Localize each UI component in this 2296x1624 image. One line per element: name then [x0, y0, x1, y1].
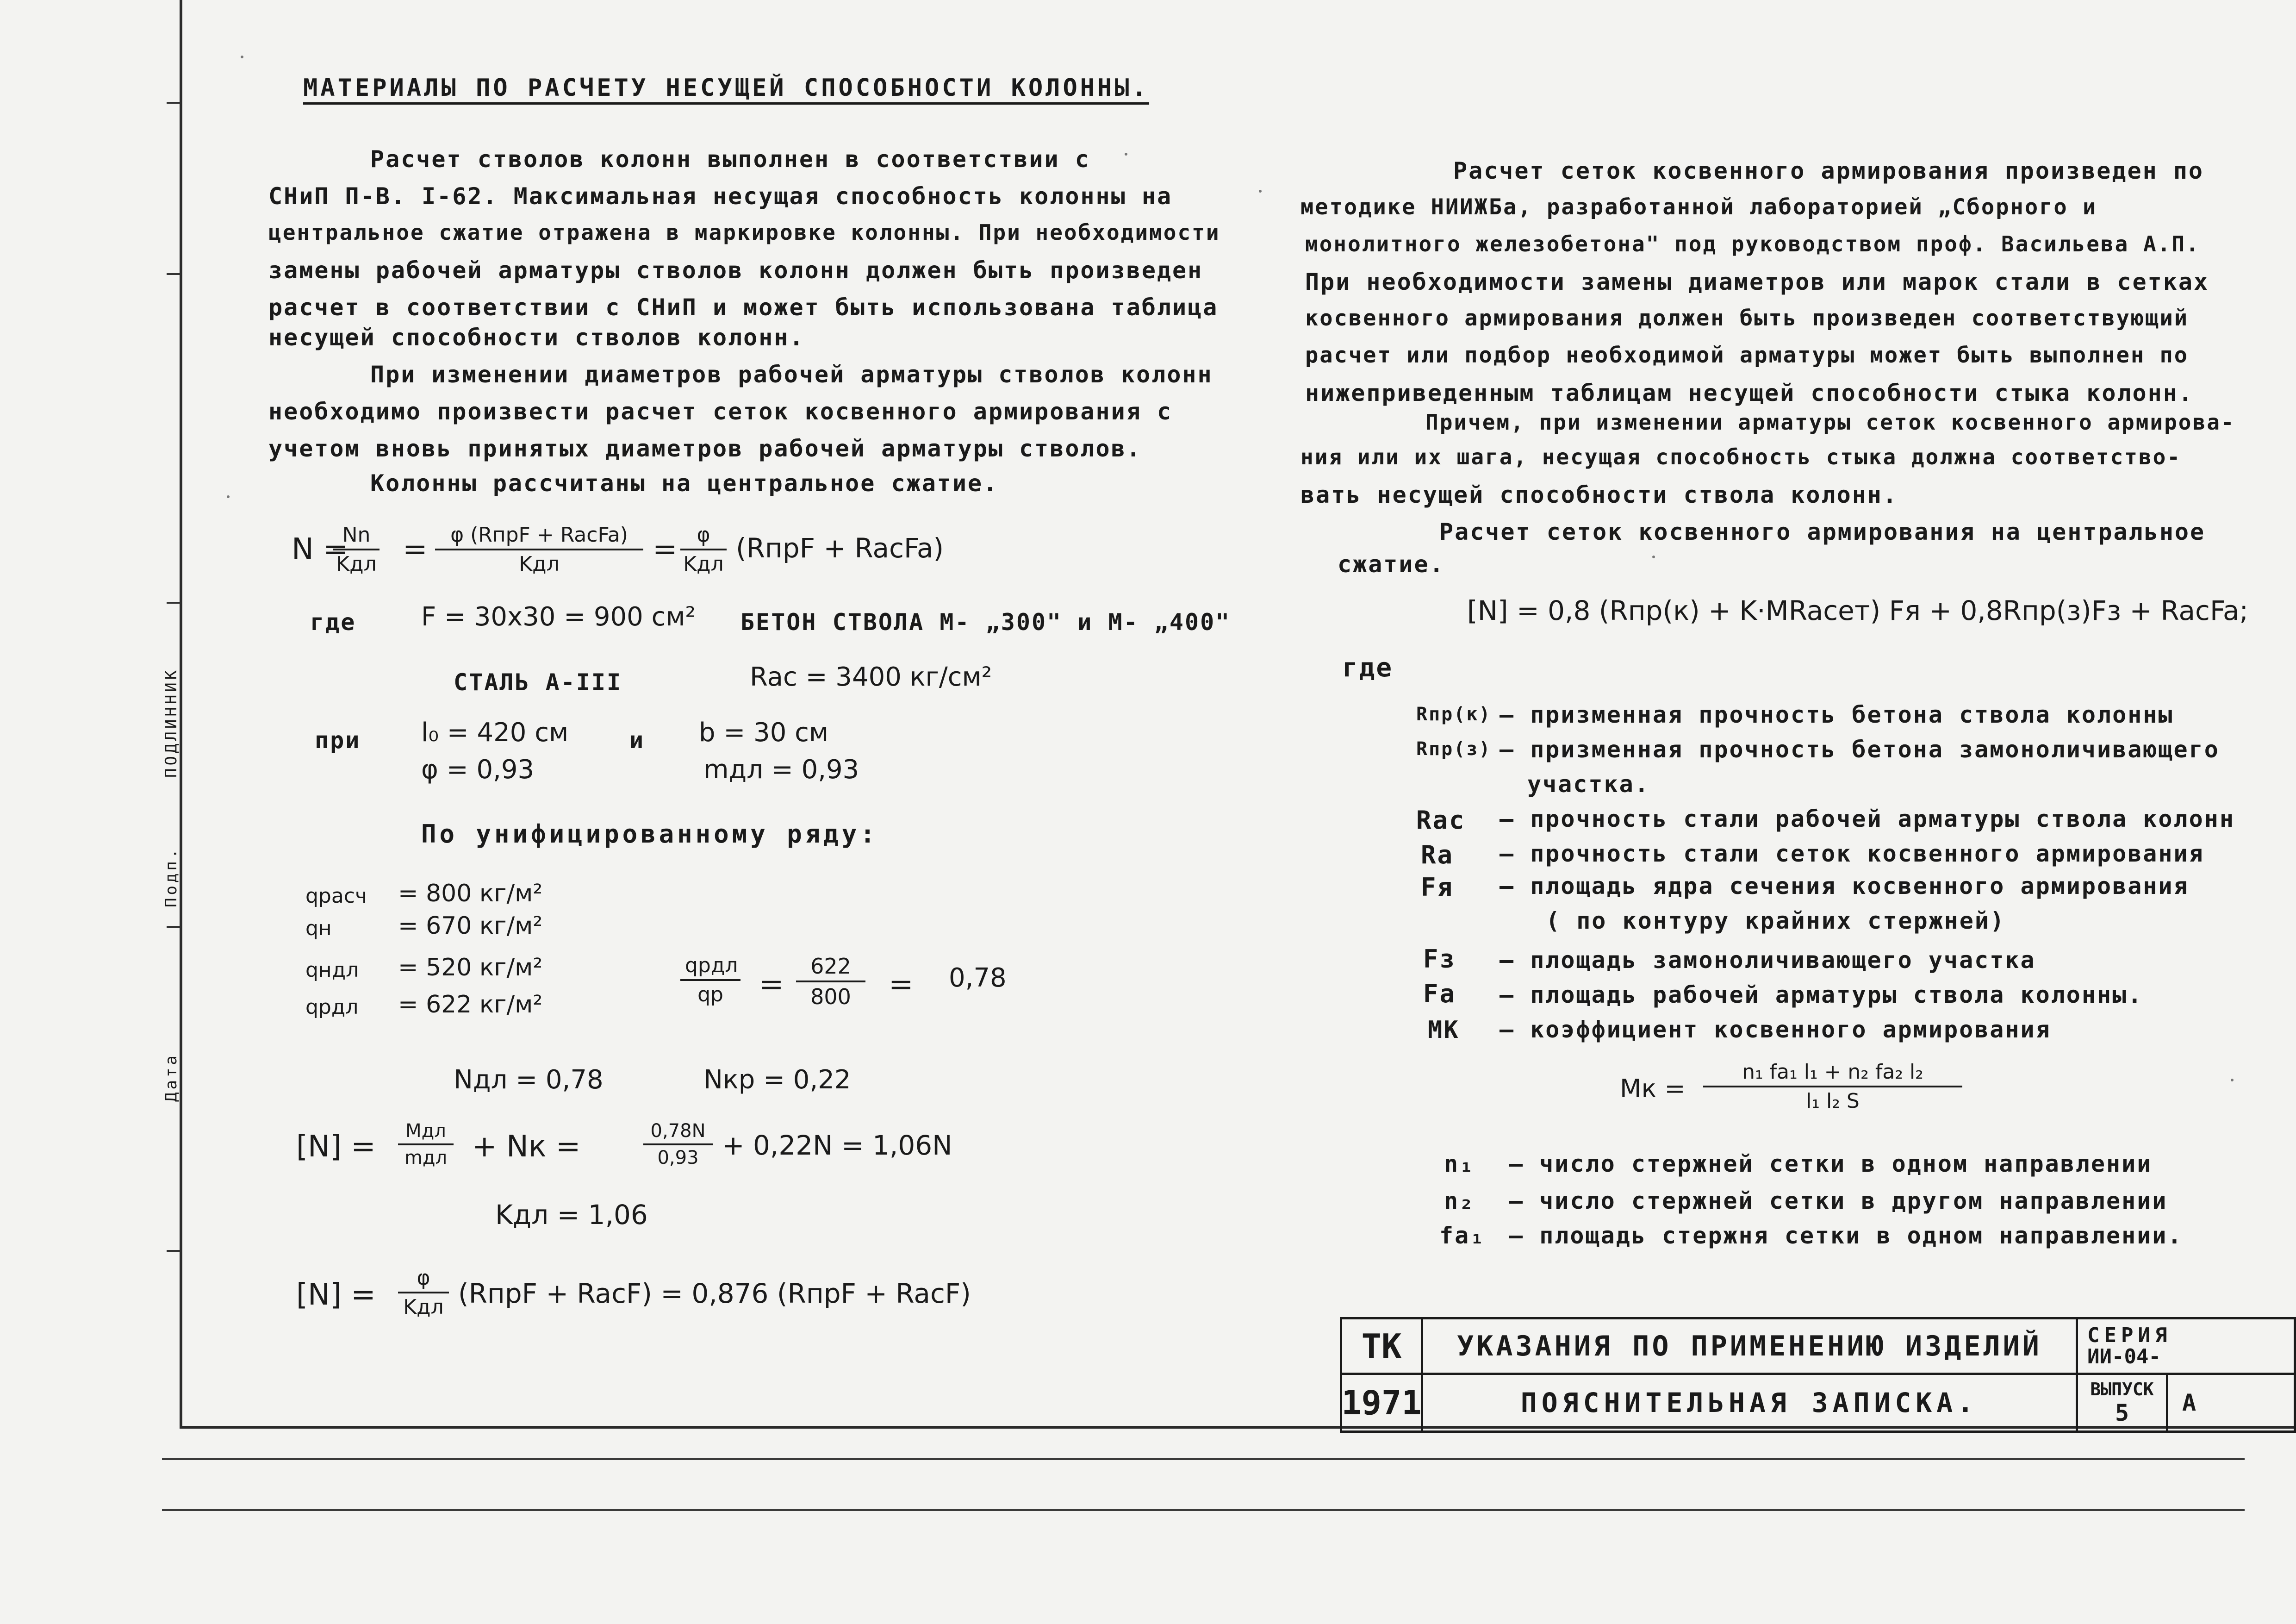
def-symbol: Ra — [1421, 840, 1454, 869]
def-symbol: n₁ — [1444, 1150, 1475, 1177]
text-line: При изменении диаметров рабочей арматуры стволов колонн — [370, 361, 1213, 388]
section-title: МАТЕРИАЛЫ ПО РАСЧЕТУ НЕСУЩЕЙ СПОСОБНОСТИ КОЛОННЫ. — [303, 74, 1150, 102]
text-line: ния или их шага, несущая способность стыка должна соответство- — [1300, 444, 2182, 469]
scan-speck — [1652, 556, 1655, 558]
stamp-issue-label: ВЫПУСК — [2090, 1379, 2154, 1399]
lower-rule-2 — [162, 1509, 2245, 1511]
stamp-title-cell: УКАЗАНИЯ ПО ПРИМЕНЕНИЮ ИЗДЕЛИЙ — [1421, 1317, 2078, 1375]
margin-original-label: ПОДЛИННИК — [162, 667, 180, 778]
def-text: – прочность стали сеток косвенного армирования — [1500, 840, 2204, 867]
load-symbol: qндл — [305, 958, 359, 982]
lower-rule-1 — [162, 1458, 2245, 1460]
text-line: косвенного армирования должен быть произведен соответствующий — [1305, 306, 2189, 331]
def-text: участка. — [1527, 771, 1650, 798]
text-line: центральное сжатие отражена в маркировке колонны. При необходимости — [268, 220, 1220, 245]
text-line: Колонны рассчитаны на центральное сжатие. — [370, 470, 999, 497]
text-line: сжатие. — [1338, 551, 1445, 578]
stamp-series-cell — [2076, 1317, 2296, 1375]
formula-eq: = — [403, 532, 428, 567]
where-label: где — [1342, 653, 1394, 683]
formula-tail: (RпрF + RacFa) — [736, 532, 944, 564]
def-symbol: Fя — [1421, 873, 1454, 902]
text-line: методике НИИЖБа, разработанной лабораторией „Сборного и — [1300, 194, 2097, 220]
stamp-subtitle-cell: ПОЯСНИТЕЛЬНАЯ ЗАПИСКА. — [1421, 1373, 2078, 1433]
fraction: $\frac{622}{800}$ — [796, 954, 865, 1009]
scan-speck — [227, 495, 230, 498]
stamp-series-label: СЕРИЯ — [2087, 1323, 2172, 1347]
formula-eq: = — [889, 968, 914, 1002]
load-value: = 622 кг/м² — [398, 991, 543, 1018]
l0-value: l₀ = 420 см — [421, 718, 569, 748]
margin-tick — [167, 1250, 180, 1252]
steel-class: СТАЛЬ А-III — [454, 669, 622, 696]
text-line: учетом вновь принятых диаметров рабочей арматуры стволов. — [268, 435, 1142, 462]
text-line: Причем, при изменении арматуры сеток косвенного армирова- — [1425, 410, 2235, 435]
text-line: необходимо произвести расчет сеток косвенного армирования с — [268, 398, 1173, 425]
text-line: При необходимости замены диаметров или марок стали в сетках — [1305, 269, 2209, 295]
margin-tick — [167, 926, 180, 928]
text-line: несущей способности стволов колонн. — [268, 324, 805, 351]
fraction: $\frac{0,78N}{0,93}$ — [643, 1120, 713, 1168]
text-line: вать несущей способности ствола колонн. — [1300, 481, 1898, 508]
text-line: монолитного железобетона" под руководством проф. Васильева А.П. — [1305, 231, 2200, 256]
text-line: Расчет сеток косвенного армирования произведен по — [1453, 157, 2204, 184]
b-value: b = 30 см — [699, 718, 829, 748]
scan-speck — [2231, 1079, 2234, 1081]
formula-tail: (RпрF + RacF) = 0,876 (RпрF + RacF) — [458, 1278, 971, 1309]
phi-value: φ = 0,93 — [421, 755, 535, 785]
def-symbol: Fз — [1423, 944, 1456, 974]
def-text: – площадь замоноличивающего участка — [1500, 947, 2036, 974]
fraction: φ (RпрF + RacFa) Kдл — [435, 523, 643, 576]
text-line: замены рабочей арматуры стволов колонн должен быть произведен — [268, 257, 1203, 284]
kdl-value: Kдл = 1,06 — [495, 1199, 648, 1230]
def-text: – число стержней сетки в одном направлении — [1509, 1150, 2153, 1177]
def-symbol: Rпр(з) — [1416, 738, 1492, 760]
margin-date-label: Дата — [162, 1053, 180, 1102]
nkr-value: Nкр = 0,22 — [703, 1065, 851, 1095]
stamp-issue-cell — [2076, 1373, 2168, 1433]
fraction: Mдл mдл — [398, 1120, 454, 1168]
ndl-value: Nдл = 0,78 — [454, 1065, 604, 1095]
at-label: при — [315, 727, 361, 754]
load-symbol: qрасч — [305, 884, 367, 908]
margin-sign-label: Подп. — [162, 846, 180, 907]
def-symbol: Fa — [1423, 979, 1456, 1008]
text-line: Расчет сеток косвенного армирования на центральное — [1439, 518, 2206, 545]
def-symbol: fa₁ — [1439, 1222, 1486, 1249]
margin-tick — [167, 102, 180, 104]
def-text: – площадь стержня сетки в одном направлении. — [1509, 1222, 2183, 1249]
formula-lhs: [N] = — [296, 1130, 376, 1164]
def-symbol: MK — [1428, 1016, 1460, 1044]
load-symbol: qрдл — [305, 995, 359, 1019]
fraction: Nn Kдл — [333, 523, 380, 576]
scan-speck — [1259, 190, 1262, 193]
load-value: = 800 кг/м² — [398, 880, 543, 907]
text-line: расчет в соответствии с СНиП и может быть использована таблица — [268, 294, 1219, 321]
text-line: нижеприведенным таблицам несущей способности стыка колонн. — [1305, 380, 2194, 406]
def-text: – коэффициент косвенного армирования — [1500, 1016, 2051, 1043]
stamp-issue-value: 5 — [2115, 1399, 2129, 1426]
fraction: φ Kдл — [680, 523, 727, 576]
load-value: = 670 кг/м² — [398, 912, 543, 940]
ratio-result: 0,78 — [949, 963, 1007, 993]
stamp-sheet-cell: А — [2166, 1373, 2296, 1433]
mk-lhs: Mк = — [1620, 1074, 1686, 1103]
concrete-grade: БЕТОН СТВОЛА М- „300" и М- „400" — [740, 609, 1231, 636]
formula-lhs: [N] = — [296, 1278, 376, 1312]
margin-tick — [167, 602, 180, 604]
area-value: F = 30x30 = 900 см² — [421, 602, 696, 632]
text-line: Расчет стволов колонн выполнен в соответствии с — [370, 146, 1090, 173]
stamp-tk-cell: ТК — [1340, 1317, 1423, 1375]
def-text: – призменная прочность бетона замоноличивающего — [1500, 736, 2220, 763]
scan-speck — [1125, 153, 1127, 156]
mk-fraction: $\frac{\text{n₁ fa₁ l₁ + n₂ fa₂ l₂}}{\text{l₁ l₂ S}}$ — [1703, 1060, 1962, 1113]
def-symbol: n₂ — [1444, 1187, 1475, 1214]
def-text: – призменная прочность бетона ствола колонны — [1500, 701, 2174, 728]
text-line: расчет или подбор необходимой арматуры может быть выполнен по — [1305, 343, 2189, 368]
title-block — [1340, 1317, 2296, 1433]
text-line: СНиП П-В. I-62. Максимальная несущая способность колонны на — [268, 183, 1173, 210]
def-text: – число стержней сетки в другом направлении — [1509, 1187, 2168, 1214]
fraction: φ Kдл — [398, 1266, 449, 1319]
formula-tail: + 0,22N = 1,06N — [722, 1130, 952, 1161]
and-label: и — [629, 727, 645, 754]
formula-mid: + Nк = — [472, 1130, 581, 1164]
load-symbol: qн — [305, 917, 332, 940]
def-text: – площадь ядра сечения косвенного армирования — [1500, 873, 2189, 899]
def-text: – площадь рабочей арматуры ствола колонны. — [1500, 981, 2143, 1008]
def-symbol: Rпр(к) — [1416, 704, 1492, 725]
stamp-series-value: ИИ-04- — [2087, 1344, 2161, 1368]
scan-speck — [241, 56, 243, 58]
unified-row-heading: По унифицированному ряду: — [421, 819, 878, 849]
load-value: = 520 кг/м² — [398, 954, 543, 981]
stamp-year-cell: 1971 — [1340, 1373, 1423, 1433]
def-symbol: Rac — [1416, 806, 1466, 835]
formula-eq: = — [759, 968, 784, 1002]
where-label: где — [310, 609, 356, 636]
formula-eq: = — [653, 532, 678, 567]
def-text: – прочность стали рабочей арматуры ствола колонн — [1500, 806, 2235, 832]
joint-capacity-formula: [N] = 0,8 (Rпр(к) + K·MRaсет) Fя + 0,8Rпр(з)Fз + RacFa; — [1467, 595, 2249, 626]
formula-lhs: N = — [292, 532, 348, 567]
fraction: qрдл qр — [680, 954, 740, 1006]
rac-value: Rac = 3400 кг/см² — [750, 662, 992, 692]
mdl-value: mдл = 0,93 — [703, 755, 859, 785]
margin-tick — [167, 273, 180, 275]
def-text: ( по контуру крайних стержней) — [1546, 907, 2006, 934]
